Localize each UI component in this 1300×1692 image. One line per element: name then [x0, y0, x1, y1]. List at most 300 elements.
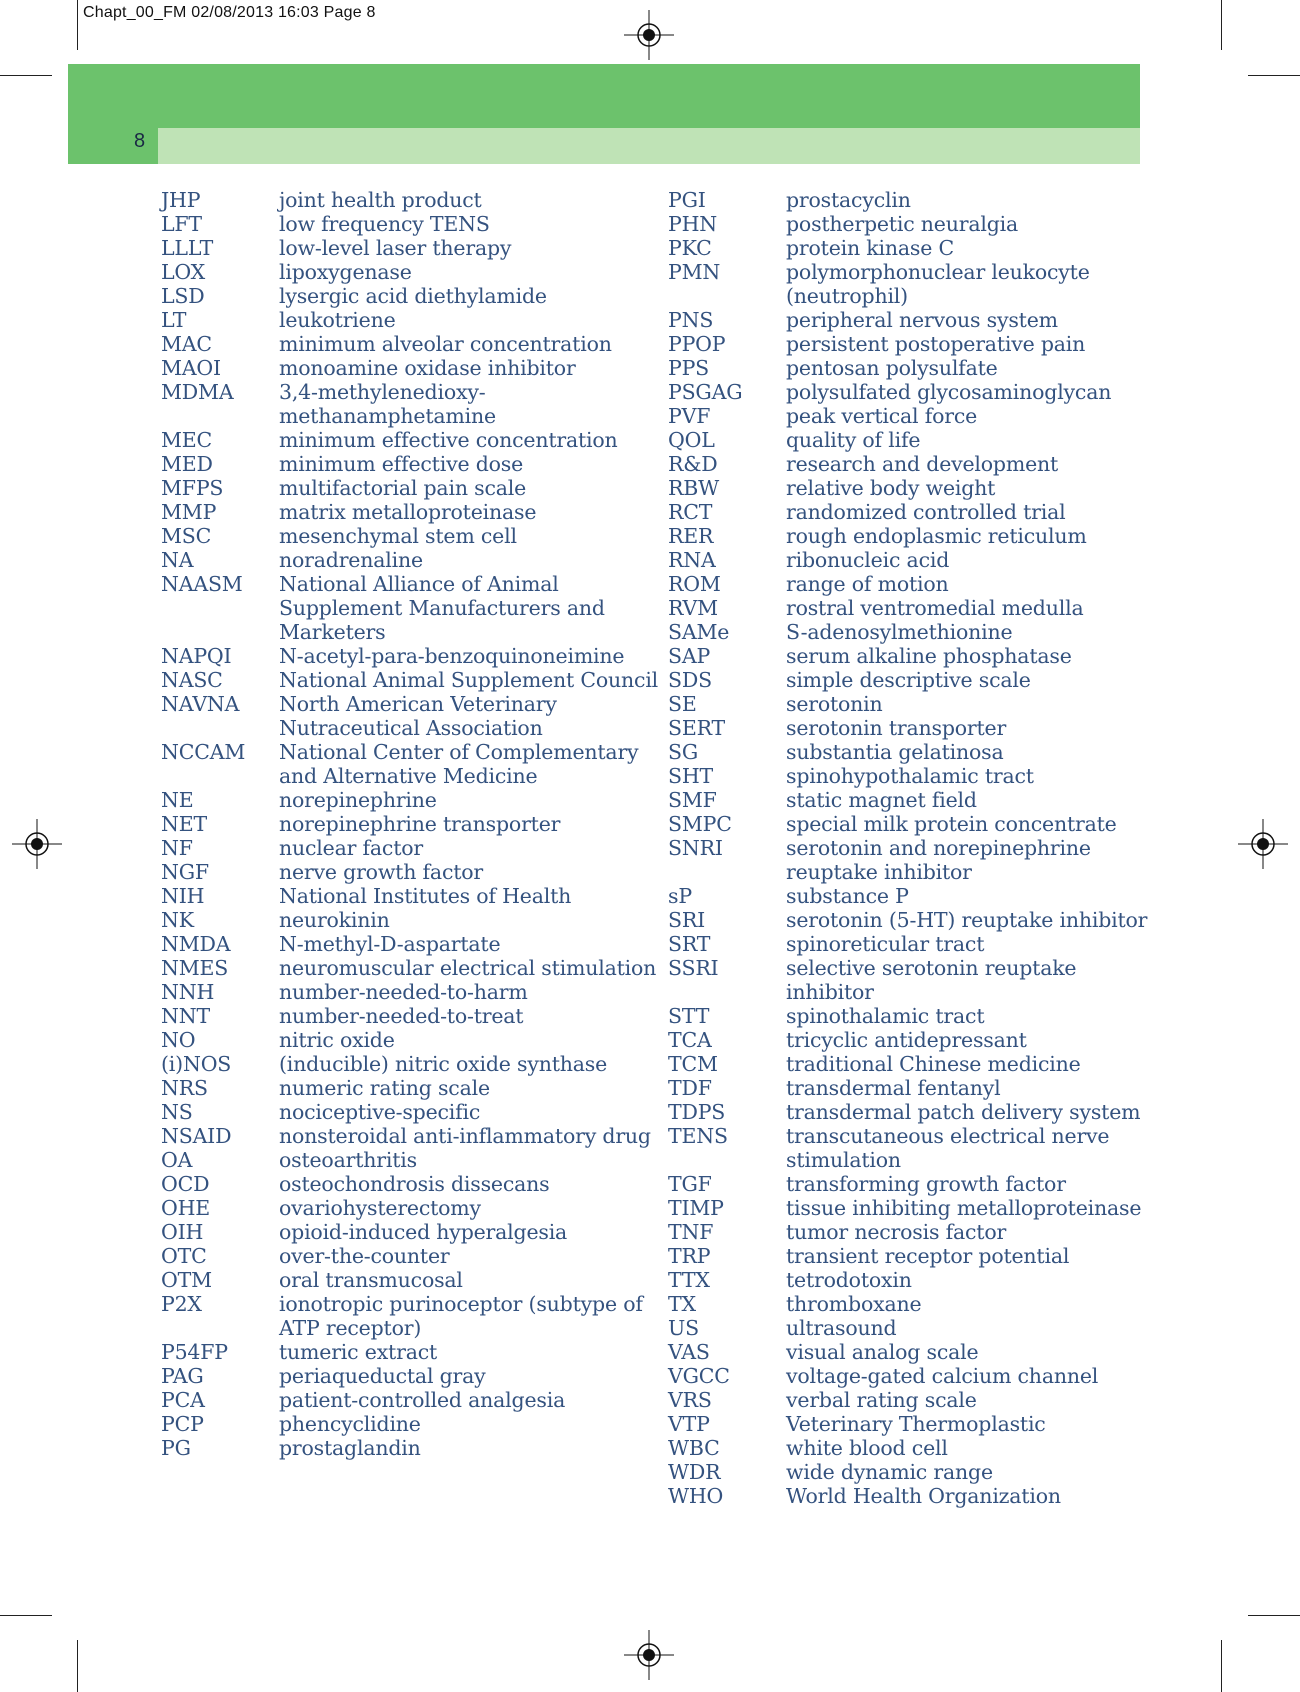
- abbreviation-entry: [668, 236, 1188, 260]
- abbreviation-definition: rough endoplasmic reticulum: [786, 524, 1087, 548]
- abbreviation-entry: [161, 356, 681, 380]
- abbreviation-entry: [668, 1076, 1188, 1100]
- abbreviation-term: (i)NOS: [161, 1052, 232, 1076]
- abbreviation-definition: Veterinary Thermoplastic: [786, 1412, 1046, 1436]
- abbreviation-term: PSGAG: [668, 380, 743, 404]
- abbreviation-entry: [668, 260, 1188, 308]
- abbreviation-definition: tumeric extract: [279, 1340, 438, 1364]
- abbreviation-term: SRT: [668, 932, 711, 956]
- abbreviation-definition: National Center of Complementary and Alternative Medicine: [279, 740, 639, 788]
- abbreviation-definition: postherpetic neuralgia: [786, 212, 1019, 236]
- abbreviation-entry: [161, 308, 681, 332]
- abbreviation-definition: minimum alveolar concentration: [279, 332, 612, 356]
- abbreviation-definition: pentosan polysulfate: [786, 356, 998, 380]
- abbreviation-entry: [668, 1100, 1188, 1124]
- abbreviation-term: PMN: [668, 260, 721, 284]
- abbreviation-term: PPS: [668, 356, 710, 380]
- abbreviation-definition: spinoreticular tract: [786, 932, 985, 956]
- abbreviation-term: NK: [161, 908, 194, 932]
- abbreviation-definition: spinohypothalamic tract: [786, 764, 1034, 788]
- abbreviation-definition: ribonucleic acid: [786, 548, 950, 572]
- abbreviation-term: MFPS: [161, 476, 224, 500]
- crop-mark-top-left-horizontal: [0, 75, 52, 76]
- abbreviation-term: PKC: [668, 236, 712, 260]
- header-subband: [68, 128, 1140, 164]
- abbreviation-entry: [161, 284, 681, 308]
- abbreviation-entry: [161, 1100, 681, 1124]
- abbreviation-list-right: [668, 188, 1188, 1508]
- abbreviation-entry: [161, 1196, 681, 1220]
- abbreviation-definition: ultrasound: [786, 1316, 897, 1340]
- abbreviation-definition: prostacyclin: [786, 188, 911, 212]
- page-number: 8: [134, 130, 146, 152]
- abbreviation-definition: ionotropic purinoceptor (subtype of ATP receptor): [279, 1292, 643, 1340]
- abbreviation-definition: peripheral nervous system: [786, 308, 1058, 332]
- abbreviation-definition: S-adenosylmethionine: [786, 620, 1013, 644]
- abbreviation-entry: [668, 836, 1188, 884]
- abbreviation-entry: [161, 956, 681, 980]
- crop-mark-bottom-right-horizontal: [1248, 1615, 1300, 1616]
- abbreviation-definition: substance P: [786, 884, 909, 908]
- abbreviation-definition: National Alliance of Animal Supplement Manufacturers and Marketers: [279, 572, 605, 644]
- abbreviation-entry: [668, 452, 1188, 476]
- abbreviation-term: sP: [668, 884, 692, 908]
- abbreviation-term: NGF: [161, 860, 209, 884]
- abbreviation-term: VAS: [668, 1340, 710, 1364]
- abbreviation-definition: visual analog scale: [786, 1340, 979, 1364]
- abbreviation-entry: [161, 1148, 681, 1172]
- abbreviation-entry: [161, 1268, 681, 1292]
- abbreviation-term: RCT: [668, 500, 713, 524]
- abbreviation-term: NRS: [161, 1076, 208, 1100]
- abbreviation-entry: [161, 1412, 681, 1436]
- abbreviation-definition: osteochondrosis dissecans: [279, 1172, 550, 1196]
- abbreviation-entry: [161, 1364, 681, 1388]
- abbreviation-term: JHP: [161, 188, 201, 212]
- abbreviation-definition: relative body weight: [786, 476, 996, 500]
- abbreviation-definition: special milk protein concentrate: [786, 812, 1117, 836]
- abbreviation-definition: transforming growth factor: [786, 1172, 1066, 1196]
- abbreviation-definition: tissue inhibiting metalloproteinase: [786, 1196, 1142, 1220]
- abbreviation-term: NSAID: [161, 1124, 232, 1148]
- abbreviation-definition: serum alkaline phosphatase: [786, 644, 1072, 668]
- abbreviation-entry: [668, 1364, 1188, 1388]
- abbreviation-entry: [668, 692, 1188, 716]
- printer-slug: Chapt_00_FM 02/08/2013 16:03 Page 8: [83, 4, 376, 21]
- abbreviation-entry: [668, 308, 1188, 332]
- abbreviation-definition: patient-controlled analgesia: [279, 1388, 566, 1412]
- abbreviation-entry: [161, 860, 681, 884]
- abbreviation-definition: noradrenaline: [279, 548, 423, 572]
- abbreviation-definition: number-needed-to-treat: [279, 1004, 524, 1028]
- abbreviation-definition: norepinephrine transporter: [279, 812, 561, 836]
- abbreviation-term: PCP: [161, 1412, 204, 1436]
- abbreviation-term: P2X: [161, 1292, 202, 1316]
- abbreviation-term: NNT: [161, 1004, 210, 1028]
- abbreviation-entry: [668, 332, 1188, 356]
- abbreviation-entry: [161, 668, 681, 692]
- abbreviation-term: PNS: [668, 308, 714, 332]
- abbreviation-entry: [668, 356, 1188, 380]
- abbreviation-term: TDPS: [668, 1100, 726, 1124]
- abbreviation-term: NCCAM: [161, 740, 246, 764]
- abbreviation-definition: numeric rating scale: [279, 1076, 490, 1100]
- abbreviation-definition: N-acetyl-para-benzoquinoneimine: [279, 644, 625, 668]
- abbreviation-entry: [161, 1004, 681, 1028]
- abbreviation-definition: phencyclidine: [279, 1412, 421, 1436]
- abbreviation-entry: [668, 188, 1188, 212]
- abbreviation-definition: North American Veterinary Nutraceutical Association: [279, 692, 557, 740]
- abbreviation-entry: [668, 548, 1188, 572]
- abbreviation-term: MAC: [161, 332, 212, 356]
- abbreviation-entry: [668, 908, 1188, 932]
- abbreviation-definition: polysulfated glycosaminoglycan: [786, 380, 1112, 404]
- abbreviation-entry: [161, 524, 681, 548]
- abbreviation-entry: [161, 980, 681, 1004]
- abbreviation-term: SDS: [668, 668, 712, 692]
- abbreviation-term: NNH: [161, 980, 215, 1004]
- abbreviation-definition: lipoxygenase: [279, 260, 412, 284]
- abbreviation-entry: [161, 452, 681, 476]
- abbreviation-definition: 3,4-methylenedioxy-methanamphetamine: [279, 380, 496, 428]
- abbreviation-entry: [668, 620, 1188, 644]
- abbreviation-entry: [161, 740, 681, 788]
- crop-mark-top-right-vertical: [1221, 0, 1222, 50]
- abbreviation-term: TGF: [668, 1172, 712, 1196]
- abbreviation-entry: [668, 1220, 1188, 1244]
- crop-mark-bottom-right-vertical: [1221, 1640, 1222, 1692]
- abbreviation-definition: serotonin (5-HT) reuptake inhibitor: [786, 908, 1148, 932]
- abbreviation-entry: [161, 692, 681, 740]
- abbreviation-definition: persistent postoperative pain: [786, 332, 1086, 356]
- header-band: [68, 64, 1140, 128]
- abbreviation-term: PAG: [161, 1364, 204, 1388]
- abbreviation-term: NAPQI: [161, 644, 232, 668]
- abbreviation-term: LOX: [161, 260, 206, 284]
- abbreviation-term: TNF: [668, 1220, 714, 1244]
- abbreviation-entry: [161, 788, 681, 812]
- abbreviation-definition: protein kinase C: [786, 236, 954, 260]
- abbreviation-term: MAOI: [161, 356, 221, 380]
- abbreviation-term: NIH: [161, 884, 205, 908]
- abbreviation-term: PG: [161, 1436, 191, 1460]
- abbreviation-entry: [668, 428, 1188, 452]
- abbreviation-entry: [668, 596, 1188, 620]
- abbreviation-term: SAP: [668, 644, 711, 668]
- abbreviation-entry: [161, 1244, 681, 1268]
- abbreviation-term: OCD: [161, 1172, 210, 1196]
- abbreviation-term: OHE: [161, 1196, 211, 1220]
- abbreviation-term: LFT: [161, 212, 202, 236]
- abbreviation-entry: [668, 740, 1188, 764]
- abbreviation-definition: transdermal patch delivery system: [786, 1100, 1141, 1124]
- abbreviation-entry: [161, 812, 681, 836]
- abbreviation-entry: [668, 1172, 1188, 1196]
- abbreviation-entry: [668, 884, 1188, 908]
- abbreviation-definition: nitric oxide: [279, 1028, 395, 1052]
- abbreviation-definition: minimum effective dose: [279, 452, 524, 476]
- abbreviation-definition: tetrodotoxin: [786, 1268, 912, 1292]
- abbreviation-term: OIH: [161, 1220, 204, 1244]
- abbreviation-definition: low frequency TENS: [279, 212, 490, 236]
- abbreviation-definition: leukotriene: [279, 308, 396, 332]
- abbreviation-definition: range of motion: [786, 572, 949, 596]
- abbreviation-term: NAASM: [161, 572, 243, 596]
- abbreviation-term: ROM: [668, 572, 721, 596]
- registration-mark-top-icon: [624, 10, 674, 60]
- abbreviation-definition: osteoarthritis: [279, 1148, 417, 1172]
- abbreviation-term: TX: [668, 1292, 696, 1316]
- abbreviation-definition: periaqueductal gray: [279, 1364, 486, 1388]
- abbreviation-definition: traditional Chinese medicine: [786, 1052, 1081, 1076]
- abbreviation-entry: [161, 212, 681, 236]
- abbreviation-definition: neurokinin: [279, 908, 390, 932]
- abbreviation-definition: simple descriptive scale: [786, 668, 1031, 692]
- abbreviation-definition: mesenchymal stem cell: [279, 524, 517, 548]
- abbreviation-definition: transdermal fentanyl: [786, 1076, 1001, 1100]
- abbreviation-entry: [161, 476, 681, 500]
- abbreviation-term: MMP: [161, 500, 217, 524]
- abbreviation-definition: transient receptor potential: [786, 1244, 1070, 1268]
- abbreviation-entry: [161, 1172, 681, 1196]
- abbreviation-entry: [668, 1316, 1188, 1340]
- abbreviation-definition: substantia gelatinosa: [786, 740, 1004, 764]
- abbreviation-definition: rostral ventromedial medulla: [786, 596, 1084, 620]
- abbreviation-definition: wide dynamic range: [786, 1460, 993, 1484]
- abbreviation-term: NE: [161, 788, 194, 812]
- abbreviation-definition: randomized controlled trial: [786, 500, 1066, 524]
- abbreviation-definition: National Institutes of Health: [279, 884, 572, 908]
- abbreviation-entry: [161, 236, 681, 260]
- abbreviation-entry: [161, 500, 681, 524]
- crop-mark-bottom-left-horizontal: [0, 1615, 52, 1616]
- abbreviation-definition: neuromuscular electrical stimulation: [279, 956, 657, 980]
- abbreviation-entry: [161, 572, 681, 644]
- abbreviation-definition: spinothalamic tract: [786, 1004, 985, 1028]
- abbreviation-entry: [668, 212, 1188, 236]
- abbreviation-definition: selective serotonin reuptake inhibitor: [786, 956, 1077, 1004]
- abbreviation-definition: N-methyl-D-aspartate: [279, 932, 501, 956]
- crop-mark-bottom-left-vertical: [77, 1640, 78, 1692]
- abbreviation-term: TDF: [668, 1076, 712, 1100]
- abbreviation-definition: polymorphonuclear leukocyte (neutrophil): [786, 260, 1090, 308]
- abbreviation-entry: [161, 188, 681, 212]
- abbreviation-entry: [668, 644, 1188, 668]
- abbreviation-definition: minimum effective concentration: [279, 428, 618, 452]
- abbreviation-term: TRP: [668, 1244, 711, 1268]
- abbreviation-term: TCA: [668, 1028, 712, 1052]
- abbreviation-entry: [668, 1124, 1188, 1172]
- abbreviation-definition: oral transmucosal: [279, 1268, 463, 1292]
- abbreviation-entry: [161, 1124, 681, 1148]
- abbreviation-entry: [668, 1436, 1188, 1460]
- abbreviation-definition: low-level laser therapy: [279, 236, 512, 260]
- abbreviation-entry: [161, 380, 681, 428]
- abbreviation-definition: serotonin: [786, 692, 883, 716]
- abbreviation-definition: number-needed-to-harm: [279, 980, 528, 1004]
- abbreviation-definition: serotonin and norepinephrine reuptake inhibitor: [786, 836, 1091, 884]
- abbreviation-term: PCA: [161, 1388, 205, 1412]
- abbreviation-entry: [668, 1196, 1188, 1220]
- abbreviation-entry: [668, 932, 1188, 956]
- abbreviation-term: RBW: [668, 476, 719, 500]
- abbreviation-definition: nuclear factor: [279, 836, 423, 860]
- abbreviation-term: SHT: [668, 764, 713, 788]
- abbreviation-entry: [161, 260, 681, 284]
- abbreviation-term: LLLT: [161, 236, 214, 260]
- abbreviation-entry: [161, 548, 681, 572]
- abbreviation-entry: [668, 1460, 1188, 1484]
- abbreviation-entry: [668, 668, 1188, 692]
- abbreviation-term: NET: [161, 812, 207, 836]
- abbreviation-definition: verbal rating scale: [786, 1388, 977, 1412]
- abbreviation-entry: [668, 1004, 1188, 1028]
- abbreviation-entry: [668, 1388, 1188, 1412]
- abbreviation-term: RNA: [668, 548, 716, 572]
- abbreviation-term: PVF: [668, 404, 711, 428]
- abbreviation-entry: [668, 476, 1188, 500]
- abbreviation-term: PGI: [668, 188, 706, 212]
- abbreviation-entry: [161, 332, 681, 356]
- abbreviation-term: VRS: [668, 1388, 712, 1412]
- abbreviation-term: NF: [161, 836, 193, 860]
- abbreviation-definition: matrix metalloproteinase: [279, 500, 537, 524]
- abbreviation-definition: thromboxane: [786, 1292, 922, 1316]
- abbreviation-entry: [668, 1484, 1188, 1508]
- abbreviation-entry: [668, 1028, 1188, 1052]
- abbreviation-definition: World Health Organization: [786, 1484, 1061, 1508]
- abbreviation-term: SAMe: [668, 620, 730, 644]
- abbreviation-term: SMPC: [668, 812, 732, 836]
- abbreviation-list-left: [161, 188, 681, 1460]
- abbreviation-term: LSD: [161, 284, 205, 308]
- abbreviation-term: SNRI: [668, 836, 723, 860]
- abbreviation-entry: [668, 1244, 1188, 1268]
- crop-mark-top-right-horizontal: [1248, 75, 1300, 76]
- abbreviation-term: NO: [161, 1028, 196, 1052]
- abbreviation-entry: [161, 932, 681, 956]
- abbreviation-definition: (inducible) nitric oxide synthase: [279, 1052, 608, 1076]
- abbreviation-entry: [161, 884, 681, 908]
- abbreviation-definition: white blood cell: [786, 1436, 948, 1460]
- abbreviation-definition: monoamine oxidase inhibitor: [279, 356, 576, 380]
- abbreviation-term: VGCC: [668, 1364, 730, 1388]
- abbreviation-entry: [668, 716, 1188, 740]
- abbreviation-definition: tumor necrosis factor: [786, 1220, 1007, 1244]
- abbreviation-term: P54FP: [161, 1340, 228, 1364]
- abbreviation-definition: peak vertical force: [786, 404, 978, 428]
- abbreviation-term: MDMA: [161, 380, 234, 404]
- abbreviation-term: PHN: [668, 212, 718, 236]
- abbreviation-entry: [161, 1220, 681, 1244]
- abbreviation-entry: [161, 428, 681, 452]
- abbreviation-term: PPOP: [668, 332, 726, 356]
- abbreviation-term: WDR: [668, 1460, 721, 1484]
- abbreviation-term: MED: [161, 452, 213, 476]
- abbreviation-term: SE: [668, 692, 697, 716]
- abbreviation-definition: voltage-gated calcium channel: [786, 1364, 1099, 1388]
- abbreviation-entry: [668, 524, 1188, 548]
- abbreviation-definition: research and development: [786, 452, 1059, 476]
- abbreviation-term: R&D: [668, 452, 718, 476]
- abbreviation-term: RER: [668, 524, 714, 548]
- abbreviation-entry: [668, 1412, 1188, 1436]
- abbreviation-term: OTM: [161, 1268, 212, 1292]
- abbreviation-term: NMES: [161, 956, 229, 980]
- abbreviation-entry: [668, 500, 1188, 524]
- abbreviation-entry: [161, 908, 681, 932]
- abbreviation-definition: joint health product: [279, 188, 482, 212]
- abbreviation-entry: [161, 836, 681, 860]
- abbreviation-definition: prostaglandin: [279, 1436, 421, 1460]
- abbreviation-term: STT: [668, 1004, 710, 1028]
- abbreviation-entry: [668, 404, 1188, 428]
- abbreviation-entry: [161, 644, 681, 668]
- abbreviation-entry: [668, 1292, 1188, 1316]
- abbreviation-term: MEC: [161, 428, 213, 452]
- abbreviation-definition: transcutaneous electrical nerve stimulation: [786, 1124, 1110, 1172]
- abbreviation-definition: nonsteroidal anti-inflammatory drug: [279, 1124, 651, 1148]
- abbreviation-definition: norepinephrine: [279, 788, 437, 812]
- abbreviation-definition: nociceptive-specific: [279, 1100, 481, 1124]
- abbreviation-term: LT: [161, 308, 187, 332]
- abbreviation-entry: [161, 1292, 681, 1340]
- registration-mark-right-icon: [1238, 819, 1288, 869]
- abbreviation-definition: tricyclic antidepressant: [786, 1028, 1027, 1052]
- abbreviation-definition: ovariohysterectomy: [279, 1196, 481, 1220]
- abbreviation-entry: [668, 956, 1188, 1004]
- abbreviation-term: US: [668, 1316, 699, 1340]
- abbreviation-definition: serotonin transporter: [786, 716, 1007, 740]
- abbreviation-entry: [668, 1340, 1188, 1364]
- abbreviation-term: SERT: [668, 716, 725, 740]
- abbreviation-entry: [161, 1436, 681, 1460]
- abbreviation-term: NA: [161, 548, 194, 572]
- abbreviation-definition: lysergic acid diethylamide: [279, 284, 547, 308]
- abbreviation-term: TTX: [668, 1268, 710, 1292]
- abbreviation-term: VTP: [668, 1412, 710, 1436]
- abbreviation-term: NS: [161, 1100, 193, 1124]
- abbreviation-entry: [668, 788, 1188, 812]
- abbreviation-definition: National Animal Supplement Council: [279, 668, 659, 692]
- crop-mark-top-left-vertical: [77, 0, 78, 50]
- abbreviation-definition: static magnet field: [786, 788, 977, 812]
- abbreviation-term: MSC: [161, 524, 212, 548]
- abbreviation-term: NMDA: [161, 932, 231, 956]
- abbreviation-entry: [161, 1076, 681, 1100]
- abbreviation-definition: multifactorial pain scale: [279, 476, 527, 500]
- abbreviation-entry: [161, 1028, 681, 1052]
- abbreviation-term: QOL: [668, 428, 715, 452]
- abbreviation-term: WHO: [668, 1484, 724, 1508]
- registration-mark-bottom-icon: [624, 1630, 674, 1680]
- abbreviation-term: TCM: [668, 1052, 718, 1076]
- abbreviation-definition: over-the-counter: [279, 1244, 450, 1268]
- abbreviation-entry: [668, 572, 1188, 596]
- abbreviation-entry: [161, 1052, 681, 1076]
- abbreviation-entry: [668, 1052, 1188, 1076]
- abbreviation-term: SSRI: [668, 956, 719, 980]
- abbreviation-term: OA: [161, 1148, 193, 1172]
- abbreviation-entry: [161, 1340, 681, 1364]
- abbreviation-definition: opioid-induced hyperalgesia: [279, 1220, 568, 1244]
- abbreviation-entry: [668, 764, 1188, 788]
- abbreviation-term: NAVNA: [161, 692, 240, 716]
- abbreviation-term: NASC: [161, 668, 223, 692]
- abbreviation-term: WBC: [668, 1436, 720, 1460]
- abbreviation-entry: [668, 812, 1188, 836]
- abbreviation-term: TIMP: [668, 1196, 724, 1220]
